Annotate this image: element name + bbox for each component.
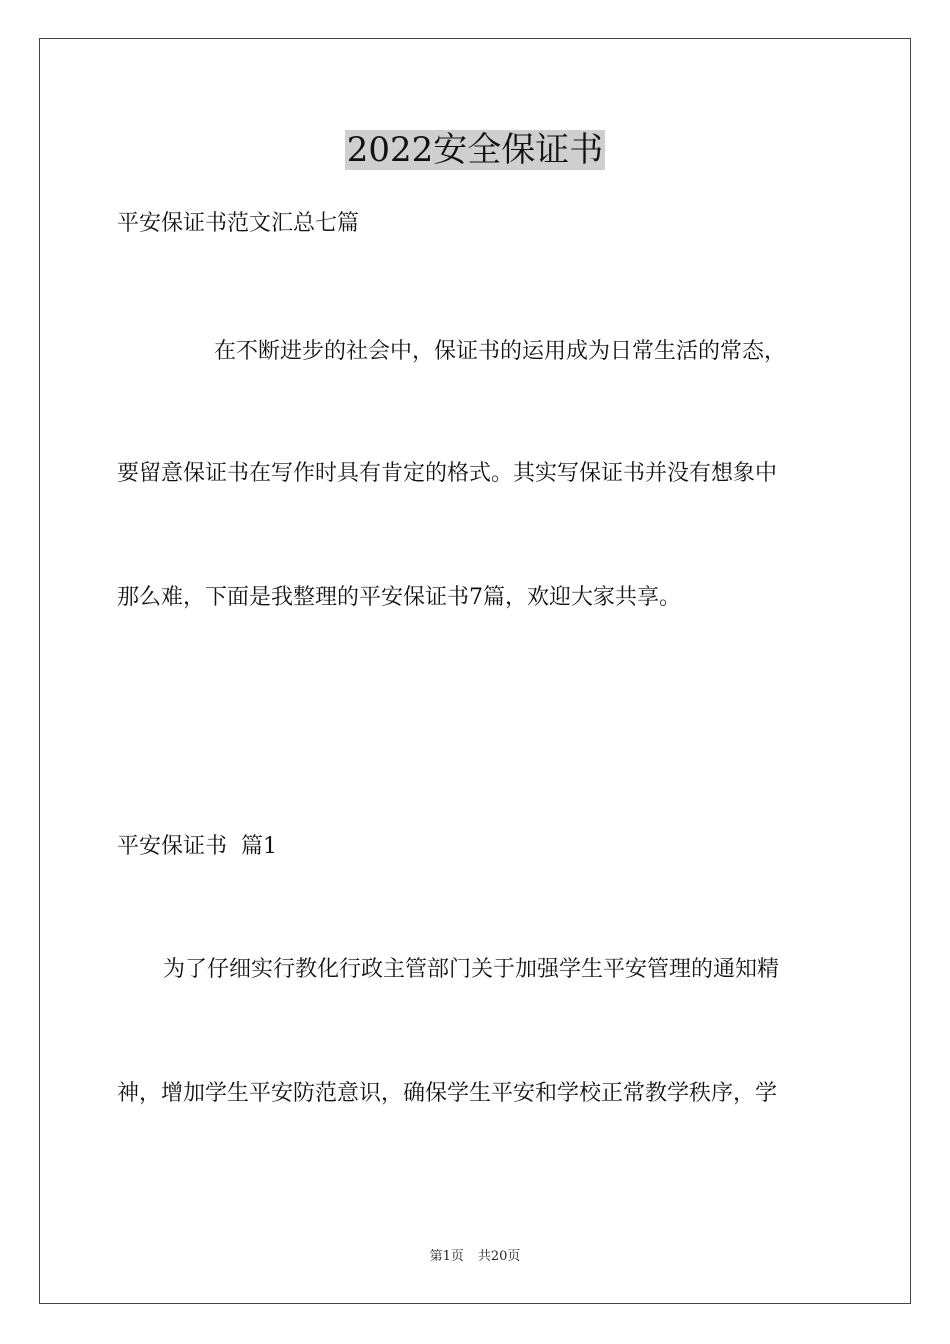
document-title: [0, 128, 950, 172]
intro-line-2: 要留意保证书在写作时具有肯定的格式。其实写保证书并没有想象中: [117, 461, 778, 486]
section-heading: 平安保证书 篇1: [117, 834, 277, 859]
page-number: 第1页: [429, 1249, 464, 1264]
intro-line-1: 在不断进步的社会中，保证书的运用成为日常生活的常态，: [214, 339, 787, 364]
document-subtitle: 平安保证书范文汇总七篇: [117, 211, 360, 236]
body-line-2: 神，增加学生平安防范意识，确保学生平安和学校正常教学秩序，学: [117, 1081, 778, 1106]
page-footer: [0, 1248, 950, 1266]
document-title-text: 2022安全保证书: [346, 130, 604, 170]
body-line-1: 为了仔细实行教化行政主管部门关于加强学生平安管理的通知精: [163, 957, 780, 982]
intro-line-3: 那么难，下面是我整理的平安保证书7篇，欢迎大家共享。: [117, 585, 681, 610]
page-total: 共20页: [477, 1249, 521, 1264]
